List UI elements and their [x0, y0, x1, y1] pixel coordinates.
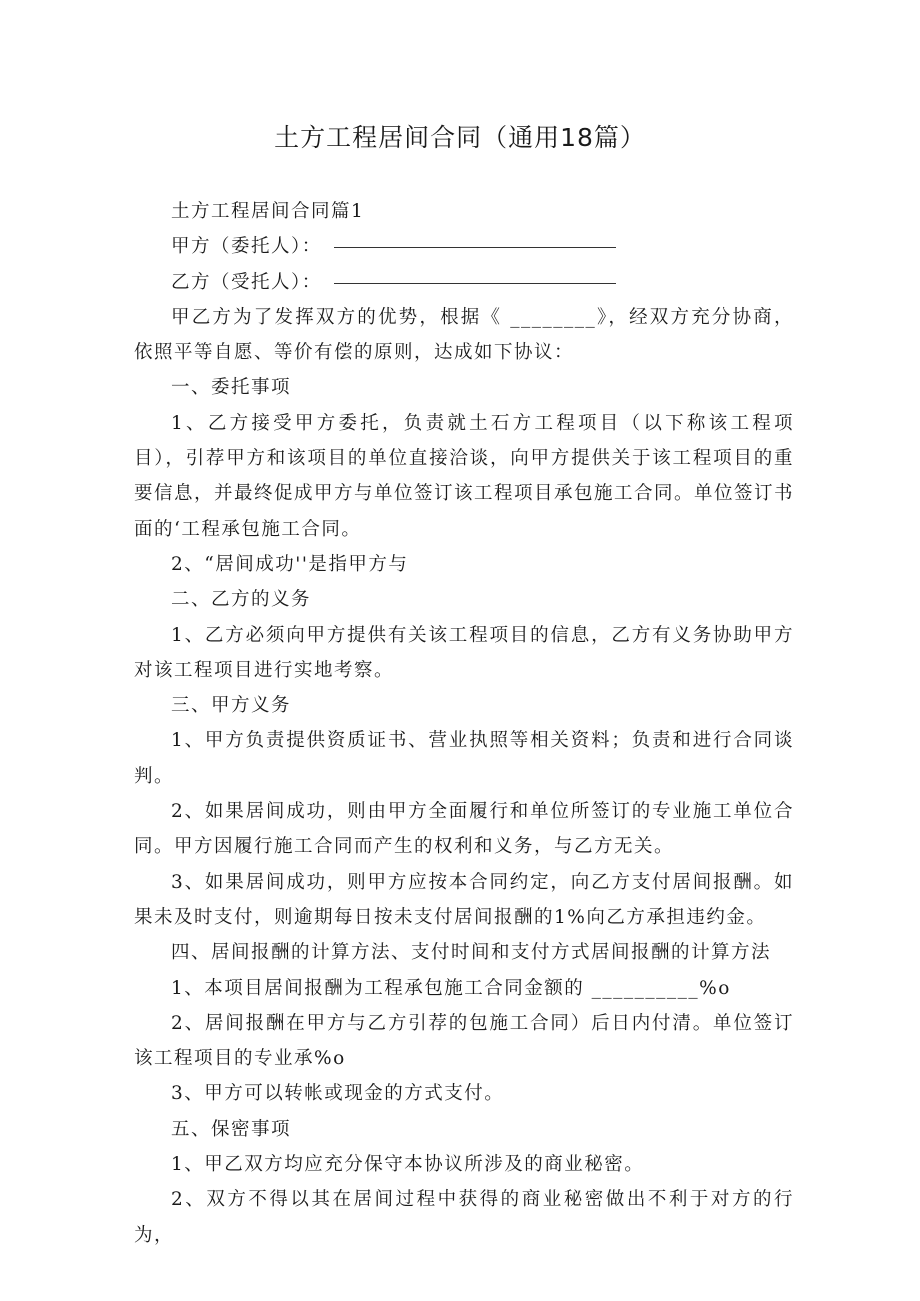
clause-4-2: 2、居间报酬在甲方与乙方引荐的包施工合同）后日内付清。单位签订该工程项目的专业承%o	[134, 1012, 794, 1070]
clause-5-2: 2、双方不得以其在居间过程中获得的商业秘密做出不利于对方的行为，	[134, 1189, 794, 1246]
section-heading-part-1: 土方工程居间合同篇1	[171, 201, 365, 222]
clause-1-2: 2、“居间成功''是指甲方与	[171, 553, 409, 575]
preamble-paragraph: 甲乙方为了发挥双方的优势，根据《 ________》，经双方充分协商，依照平等自愿、等价有偿的原则，达成如下协议：	[134, 306, 794, 364]
clause-5-1: 1、甲乙双方均应充分保守本协议所涉及的商业秘密。	[171, 1154, 645, 1176]
heading-party-b-obligations: 二、乙方的义务	[171, 589, 312, 611]
heading-remuneration: 四、居间报酬的计算方法、支付时间和支付方式居间报酬的计算方法	[171, 942, 772, 964]
clause-2-1: 1、乙方必须向甲方提供有关该工程项目的信息，乙方有义务协助甲方对该工程项目进行实地考察。	[134, 624, 794, 681]
clause-3-2: 2、如果居间成功，则由甲方全面履行和单位所签订的专业施工单位合同。甲方因履行施工合同而产生的权利和义务，与乙方无关。	[134, 801, 794, 858]
party-b-label: 乙方（受托人）：	[171, 271, 322, 293]
clause-1-1: 1、乙方接受甲方委托，负责就土石方工程项目（以下称该工程项目），引荐甲方和该项目的单位直接洽谈，向甲方提供关于该工程项目的重要信息，并最终促成甲方与单位签订该工程项目承包施工合同。单位签订书面的‘工程承包施工合同。	[134, 412, 795, 540]
party-a-label: 甲方（委托人）：	[171, 236, 322, 258]
clause-3-3: 3、如果居间成功，则甲方应按本合同约定，向乙方支付居间报酬。如果未及时支付，则逾期每日按未支付居间报酬的1%向乙方承担违约金。	[134, 871, 794, 928]
clause-4-1: 1、本项目居间报酬为工程承包施工合同金额的 __________%o	[171, 977, 731, 999]
party-a-line	[134, 229, 794, 264]
document-body	[134, 194, 794, 1253]
document-title: 土方工程居间合同（通用18篇）	[274, 123, 646, 152]
party-b-blank	[334, 282, 616, 284]
clause-4-3: 3、甲方可以转帐或现金的方式支付。	[171, 1083, 505, 1105]
heading-confidentiality: 五、保密事项	[171, 1118, 292, 1140]
party-a-blank	[334, 246, 616, 248]
party-b-line	[134, 265, 794, 300]
heading-party-a-obligations: 三、甲方义务	[171, 695, 292, 717]
heading-entrusted-matters: 一、委托事项	[171, 377, 292, 399]
clause-3-1: 1、甲方负责提供资质证书、营业执照等相关资料；负责和进行合同谈判。	[134, 730, 794, 787]
